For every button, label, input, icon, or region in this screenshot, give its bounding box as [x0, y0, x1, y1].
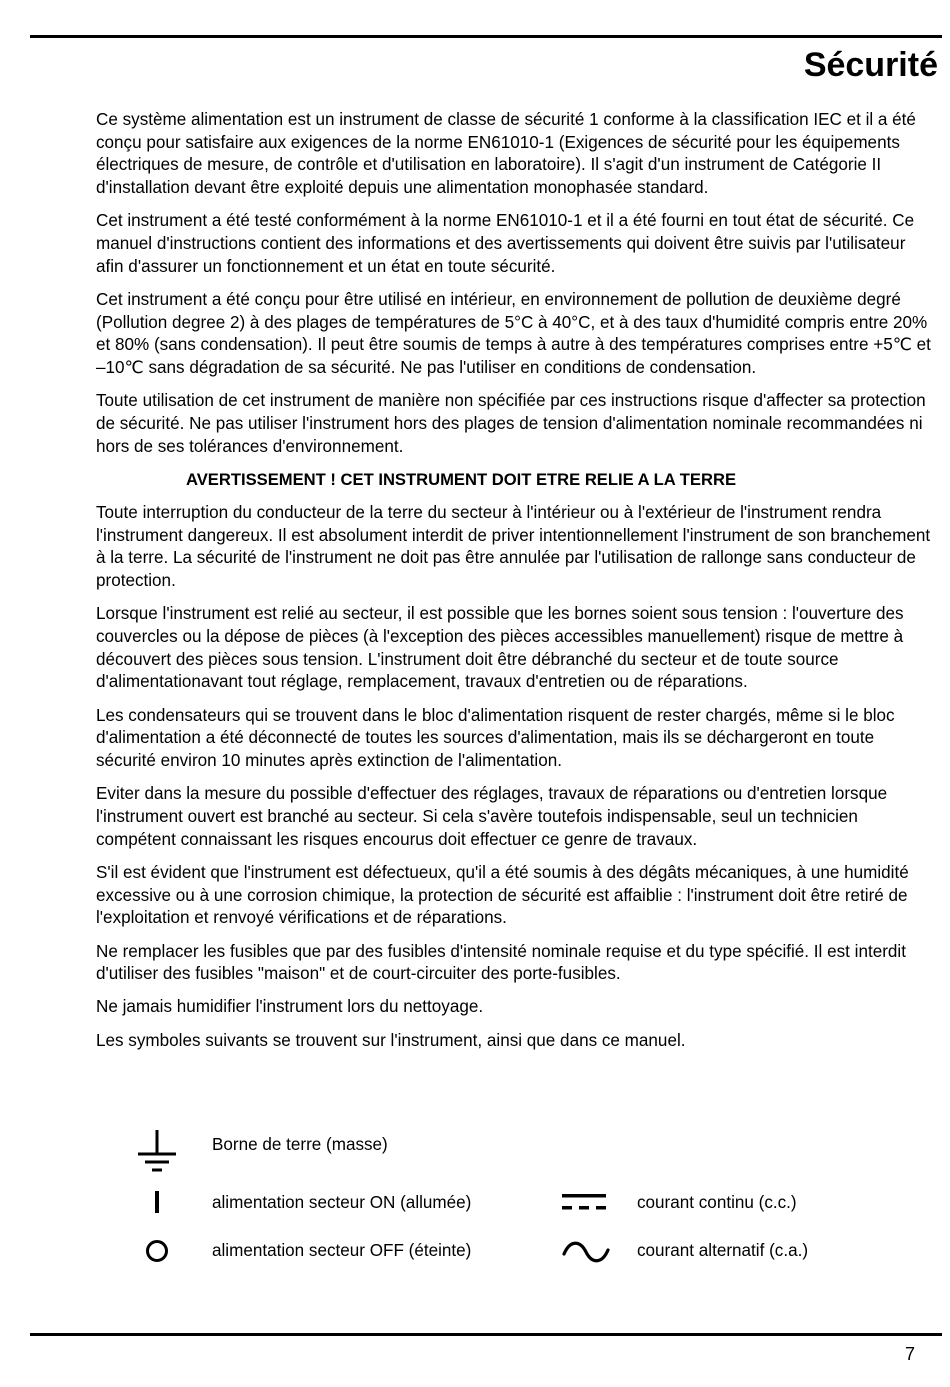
symbol-row-off-ac [96, 1232, 936, 1280]
paragraph: S'il est évident que l'instrument est défectueux, qu'il a été soumis à des dégâts mécaniques, à une humidité excessive ou à une corrosion chimique, la protection de sécurité est affaiblie : l'instrument doit être retiré de l'exploitation et renvoyé vérifications et de réparations. [96, 862, 909, 928]
paragraph: Cet instrument a été conçu pour être utilisé en intérieur, en environnement de pollution de deuxième degré (Pollution degree 2) à des plages de températures de 5°C à 40°C, et à des taux d'humidité compris entre 20% et 80% (sans condensation). Il peut être soumis de temps à autre à des températures comprises entre +5℃ et –10℃ sans dégradation de sa sécurité. Ne pas l'utiliser en conditions de condensation. [96, 289, 931, 378]
power-on-icon [152, 1191, 162, 1215]
earth-symbol-label: Borne de terre (masse) [212, 1135, 388, 1154]
direct-current-symbol-label: courant continu (c.c.) [637, 1193, 797, 1212]
symbol-legend [96, 1126, 936, 1276]
paragraph: Lorsque l'instrument est relié au secteur, il est possible que les bornes soient sous tension : l'ouverture des couvercles ou la dépose de pièces (à l'exception des pièces accessibles manuellement) risque de mettre à découvert des pièces sous tension. L'instrument doit être débranché du secteur et de toute source d'alimentationavant tout réglage, remplacement, travaux d'entretien ou de réparations. [96, 604, 904, 692]
paragraph: Toute utilisation de cet instrument de manière non spécifiée par ces instructions risque d'affecter sa protection de sécurité. Ne pas utiliser l'instrument hors des plages de tension d'alimentation nominale recommandées ni hors de ses tolérances d'environnement. [96, 391, 926, 456]
power-on-symbol-label: alimentation secteur ON (allumée) [212, 1193, 472, 1212]
earth-ground-icon [136, 1128, 178, 1174]
paragraph: Les condensateurs qui se trouvent dans le bloc d'alimentation risquent de rester chargés, même si le bloc d'alimentation a été déconnecté de toutes les sources d'alimentation, mais ils se déchargeront en toute sécurité environ 10 minutes après extinction de l'alimentation. [96, 705, 895, 771]
bottom-rule [30, 1333, 942, 1336]
power-off-symbol-label: alimentation secteur OFF (éteinte) [212, 1241, 472, 1260]
page-title: Sécurité [803, 46, 938, 84]
paragraph: Eviter dans la mesure du possible d'effectuer des réglages, travaux de réparations ou d'entretien lorsque l'instrument ouvert est branché au secteur. Si cela s'avère toutefois indispensable, seul un technicien compétent connaissant les risques encourus doit effectuer ce genre de travaux. [96, 784, 888, 849]
page-number: 7 [904, 1344, 915, 1364]
paragraph: Ne remplacer les fusibles que par des fusibles d'intensité nominale requise et du type spécifié. Il est interdit d'utiliser des fusibles "maison" et de court-circuiter des porte-fusibles. [96, 941, 906, 984]
alternating-current-icon [562, 1238, 610, 1268]
paragraph: Cet instrument a été testé conformément à la norme EN61010-1 et il a été fourni en tout état de sécurité. Ce manuel d'instructions contient des informations et des avertissements qui doivent être suivis par l'utilisateur afin d'assurer un fonctionnement et un état en toute sécurité. [96, 211, 915, 276]
symbol-row-earth [96, 1126, 936, 1174]
paragraph: Les symboles suivants se trouvent sur l'instrument, ainsi que dans ce manuel. [96, 1030, 686, 1050]
paragraph: Toute interruption du conducteur de la terre du secteur à l'intérieur ou à l'extérieur de l'instrument rendra l'instrument dangereux. Il est absolument interdit de priver intentionnellement l'instrument de son branchement à la terre. La sécurité de l'instrument ne doit pas être annulée par l'utilisation de rallonge sans conducteur de protection. [96, 503, 931, 591]
paragraph: Ce système alimentation est un instrument de classe de sécurité 1 conforme à la classification IEC et il a été conçu pour satisfaire aux exigences de la norme EN61010-1 (Exigences de sécurité pour les équipements électriques de mesure, de contrôle et d'utilisation en laboratoire). Il s'agit d'un instrument de Catégorie II d'installation devant être exploité depuis une alimentation monophasée standard. [96, 110, 916, 198]
top-rule [30, 35, 942, 38]
direct-current-icon [562, 1194, 608, 1212]
paragraph: Ne jamais humidifier l'instrument lors du nettoyage. [96, 997, 484, 1017]
alternating-current-symbol-label: courant alternatif (c.a.) [637, 1241, 809, 1260]
earth-warning: AVERTISSEMENT ! CET INSTRUMENT DOIT ETRE RELIE A LA TERRE [185, 469, 737, 489]
power-off-icon [144, 1238, 170, 1264]
symbol-row-on-dc [96, 1184, 936, 1232]
body-text [96, 109, 936, 1063]
